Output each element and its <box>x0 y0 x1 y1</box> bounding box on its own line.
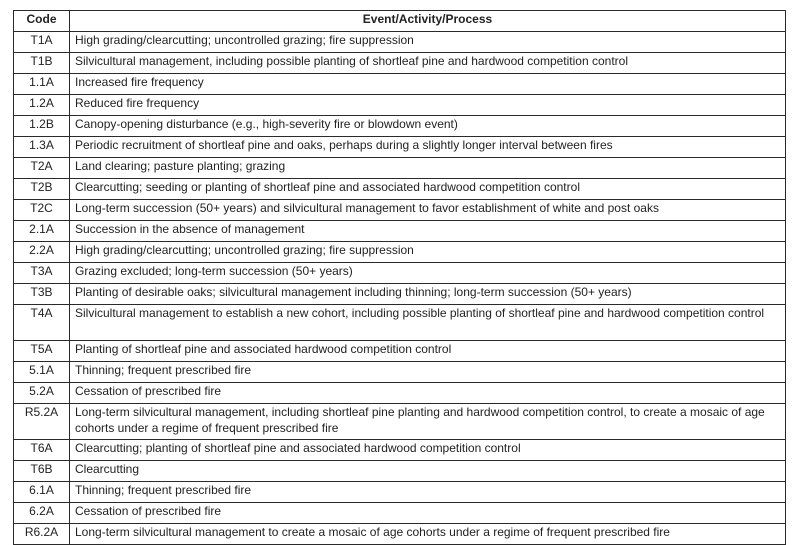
row-description: Planting of shortleaf pine and associated hardwood competition control <box>70 341 786 362</box>
row-description: Long-term silvicultural management to create a mosaic of age cohorts under a regime of frequent prescribed fire <box>70 524 786 545</box>
table-row <box>14 362 786 383</box>
event-activity-table <box>13 10 786 545</box>
row-description: High grading/clearcutting; uncontrolled grazing; fire suppression <box>70 32 786 53</box>
table-row <box>14 74 786 95</box>
row-description: Increased fire frequency <box>70 74 786 95</box>
table-row <box>14 137 786 158</box>
row-code: 1.1A <box>14 74 70 95</box>
table-row <box>14 263 786 284</box>
row-description: Long-term succession (50+ years) and silvicultural management to favor establishment of white and post oaks <box>70 200 786 221</box>
table-row <box>14 524 786 545</box>
row-description: High grading/clearcutting; uncontrolled grazing; fire suppression <box>70 242 786 263</box>
row-description: Thinning; frequent prescribed fire <box>70 482 786 503</box>
row-description: Silvicultural management to establish a new cohort, including possible planting of shortleaf pine and hardwood competition control <box>70 305 786 341</box>
row-code: T4A <box>14 305 70 341</box>
row-code: 1.2A <box>14 95 70 116</box>
row-description: Periodic recruitment of shortleaf pine and oaks, perhaps during a slightly longer interval between fires <box>70 137 786 158</box>
header-event: Event/Activity/Process <box>70 11 786 32</box>
row-description: Canopy-opening disturbance (e.g., high-severity fire or blowdown event) <box>70 116 786 137</box>
table-row <box>14 221 786 242</box>
table-row <box>14 116 786 137</box>
row-description: Long-term silvicultural management, including shortleaf pine planting and hardwood competition control, to create a mosaic of age cohorts under a regime of frequent prescribed fire <box>70 404 786 440</box>
row-code: R6.2A <box>14 524 70 545</box>
row-description: Reduced fire frequency <box>70 95 786 116</box>
table-row <box>14 53 786 74</box>
table-row <box>14 284 786 305</box>
row-code: 5.1A <box>14 362 70 383</box>
row-code: T5A <box>14 341 70 362</box>
row-description: Thinning; frequent prescribed fire <box>70 362 786 383</box>
table-row <box>14 32 786 53</box>
table-row <box>14 482 786 503</box>
table-row <box>14 404 786 440</box>
table-row <box>14 503 786 524</box>
row-description: Land clearing; pasture planting; grazing <box>70 158 786 179</box>
table-row <box>14 242 786 263</box>
row-code: R5.2A <box>14 404 70 440</box>
row-description: Planting of desirable oaks; silvicultural management including thinning; long-term succession (50+ years) <box>70 284 786 305</box>
row-description: Grazing excluded; long-term succession (50+ years) <box>70 263 786 284</box>
row-code: T6B <box>14 461 70 482</box>
row-code: T2B <box>14 179 70 200</box>
table-header-row <box>14 11 786 32</box>
row-code: T1B <box>14 53 70 74</box>
row-code: T1A <box>14 32 70 53</box>
row-description: Succession in the absence of management <box>70 221 786 242</box>
row-code: 2.2A <box>14 242 70 263</box>
row-code: 5.2A <box>14 383 70 404</box>
row-description: Clearcutting; planting of shortleaf pine and associated hardwood competition control <box>70 440 786 461</box>
row-description: Cessation of prescribed fire <box>70 503 786 524</box>
row-code: 1.2B <box>14 116 70 137</box>
row-description: Clearcutting <box>70 461 786 482</box>
header-code: Code <box>14 11 70 32</box>
row-code: 2.1A <box>14 221 70 242</box>
table-row <box>14 341 786 362</box>
row-code: T6A <box>14 440 70 461</box>
table-row <box>14 158 786 179</box>
row-code: T3B <box>14 284 70 305</box>
table-row <box>14 383 786 404</box>
row-code: 6.1A <box>14 482 70 503</box>
table-row <box>14 179 786 200</box>
row-code: T2A <box>14 158 70 179</box>
row-description: Cessation of prescribed fire <box>70 383 786 404</box>
table-row <box>14 95 786 116</box>
table-row <box>14 461 786 482</box>
row-code: 1.3A <box>14 137 70 158</box>
table-row <box>14 200 786 221</box>
row-code: 6.2A <box>14 503 70 524</box>
row-code: T2C <box>14 200 70 221</box>
table-row <box>14 440 786 461</box>
row-description: Clearcutting; seeding or planting of shortleaf pine and associated hardwood competition control <box>70 179 786 200</box>
table-row <box>14 305 786 341</box>
row-code: T3A <box>14 263 70 284</box>
row-description: Silvicultural management, including possible planting of shortleaf pine and hardwood competition control <box>70 53 786 74</box>
